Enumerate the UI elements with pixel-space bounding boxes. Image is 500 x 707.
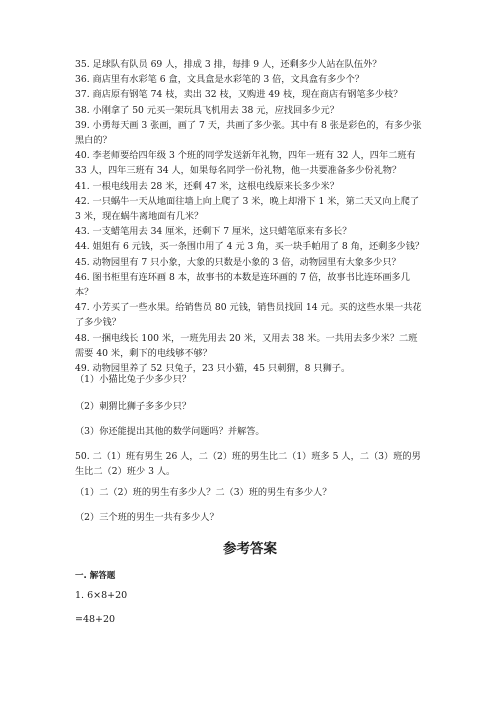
- question-43: 43. 一支蜡笔用去 34 厘米，还剩下 7 厘米，这只蜡笔原来有多长？: [75, 226, 352, 238]
- question-49: 49. 动物园里养了 52 只兔子，23 只小猫，45 只刺猬，8 只狮子。: [75, 363, 351, 375]
- q49-sub2: （2）刺猬比狮子多多少只？: [75, 401, 192, 412]
- question-50: 50. 二（1）班有男生 26 人，二（2）班的男生比二（1）班多 5 人，二（3）班的男生比二（2）班少 3 人。: [75, 451, 421, 478]
- question-45: 45. 动物园里有 7 只小象，大象的只数是小象的 3 倍，动物园里有大象多少只？: [75, 256, 401, 268]
- question-46: 46. 图书柜里有连环画 8 本，故事书的本数是连环画的 7 倍，故事书比连环画多几本？: [75, 271, 410, 299]
- answer-heading: 参考答案: [223, 541, 277, 557]
- question-42: 42. 一只蜗牛一天从地面往墙上向上爬了 3 米，晚上却滑下 1 米，第二天又向上爬了 3 米，现在蜗牛离地面有几米？: [75, 195, 420, 223]
- question-47: 47. 小芳买了一些水果。给销售员 80 元钱，销售员找回 14 元。买的这些水果一共花了多少钱？: [75, 302, 422, 329]
- question-37: 37. 商店原有钢笔 74 枝，卖出 32 枝，又购进 49 枝，现在商店有钢笔多少枝？: [75, 89, 403, 101]
- q49-sub1: （1）小猫比兔子少多少只？: [75, 374, 192, 385]
- question-35: 35. 足球队有队员 69 人，排成 3 排，每排 9 人，还剩多少人站在队伍外？: [75, 59, 382, 70]
- q50-sub1: （1）二（2）班的男生有多少人？二（3）班的男生有多少人？: [75, 487, 332, 498]
- q50-sub2: （2）三个班的男生一共有多少人？: [75, 512, 219, 523]
- section-title: 一. 解答题: [75, 571, 116, 581]
- answer-line-1: 1. 6×8+20: [75, 590, 128, 601]
- question-41: 41. 一根电线用去 28 米，还剩 47 米，这根电线原来长多少米？: [75, 180, 339, 192]
- question-44: 44. 姐姐有 6 元钱，买一条围巾用了 4 元 3 角，买一块手帕用了 8 角，还剩多少钱？: [75, 241, 425, 253]
- question-list: [75, 57, 425, 376]
- q49-sub3: （3）你还能提出其他的数学问题吗？并解答。: [75, 426, 265, 437]
- answer-line-2: =48+20: [75, 614, 116, 625]
- question-39: 39. 小勇每天画 3 张画，画了 7 天，共画了多少张。其中有 8 张是彩色的，有多少张黑白的？: [75, 119, 422, 147]
- question-36: 36. 商店里有水彩笔 6 盒，文具盒是水彩笔的 3 倍，文具盒有多少个？: [75, 74, 364, 86]
- question-48: 48. 一捆电线长 100 米，一班先用去 20 米，又用去 38 米。一共用去多少米？二班需要 40 米，剩下的电线够不够？: [75, 332, 418, 359]
- question-38: 38. 小刚拿了 50 元买一架玩具飞机用去 38 元，应找回多少元？: [75, 104, 339, 116]
- question-40: 40. 李老师要给四年级 3 个班的同学发送新年礼物，四年一班有 32 人，四年二班有 33 人，四年三班有 34 人，如果每名同学一份礼物，他一共要准备多少份礼物？: [75, 150, 416, 177]
